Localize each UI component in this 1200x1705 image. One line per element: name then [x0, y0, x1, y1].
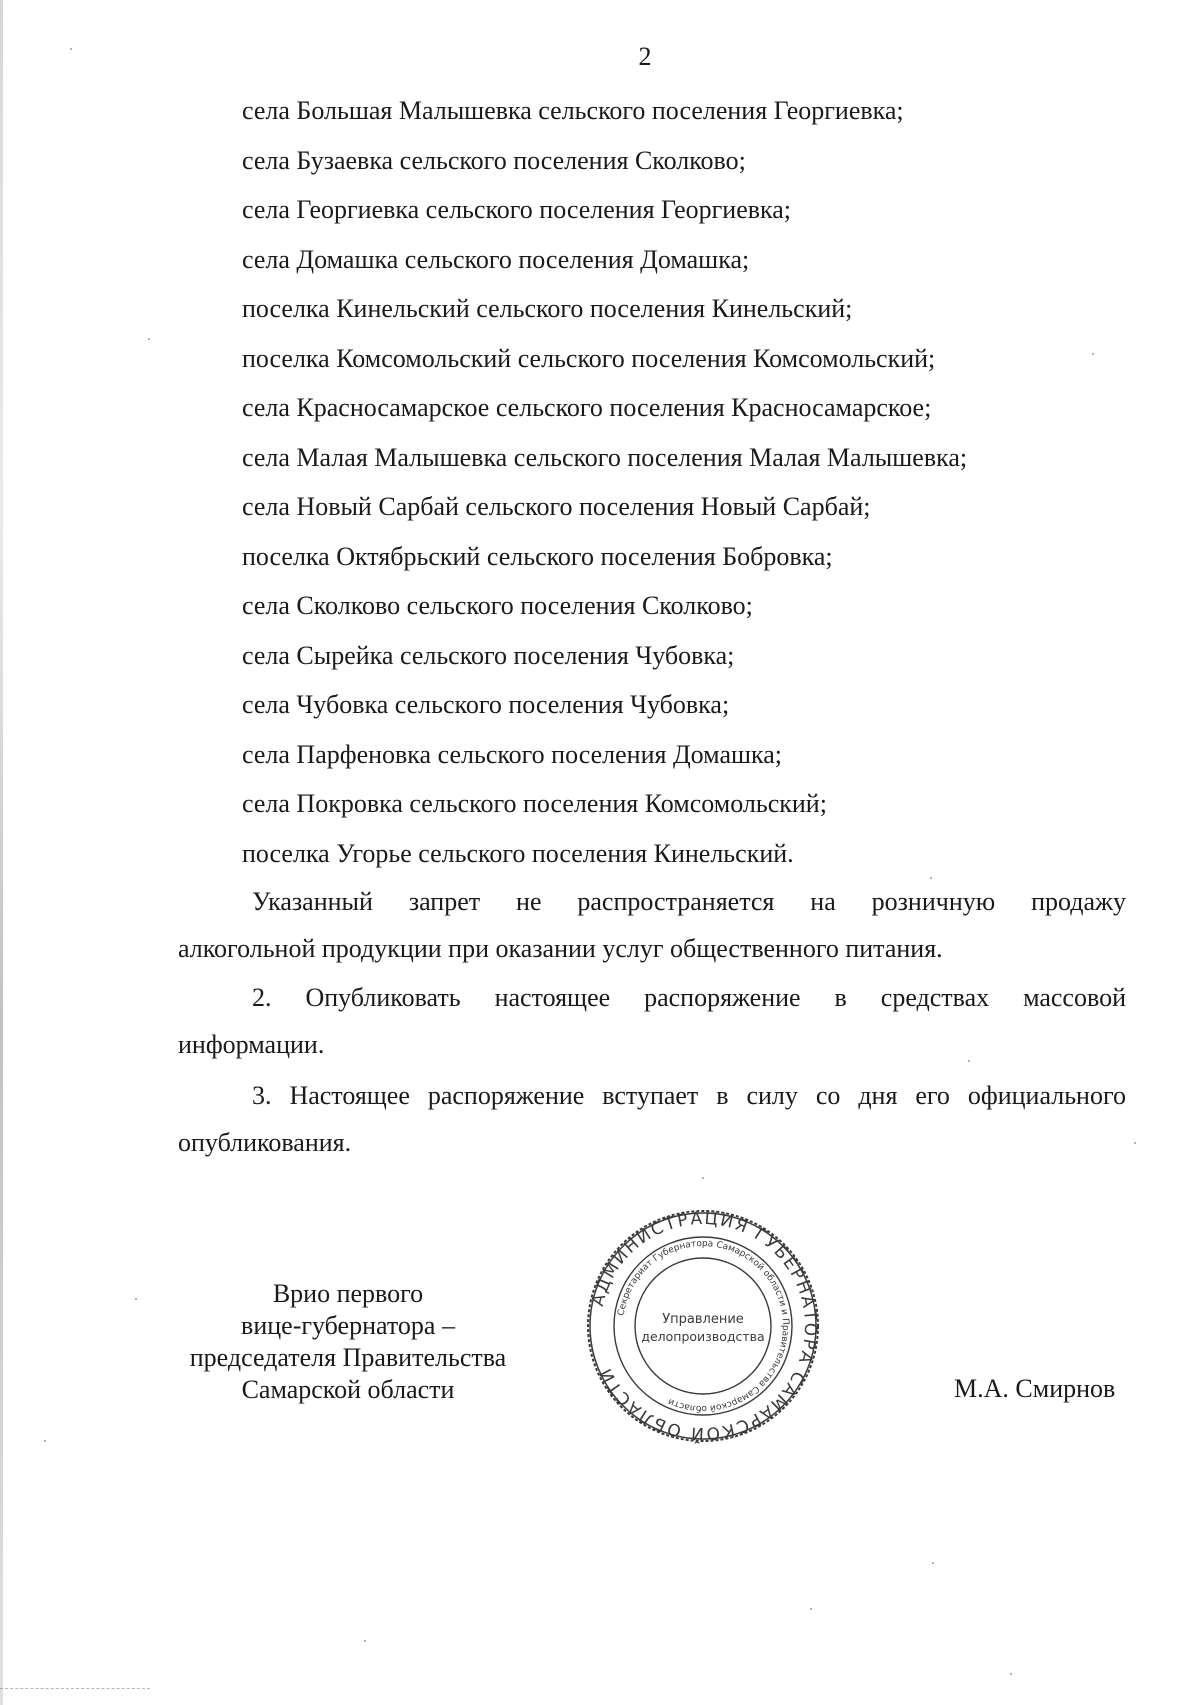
list-item: села Георгиевка сельского поселения Георгиевка; [242, 195, 792, 224]
scan-speck [135, 1298, 137, 1300]
page-number: 2 [638, 42, 652, 71]
list-item: села Сколково сельского поселения Сколково; [242, 591, 753, 620]
paragraph-continuation: опубликования. [178, 1128, 352, 1157]
seal-center-line: Управление [662, 1312, 744, 1327]
list-item: села Новый Сарбай сельского поселения Новый Сарбай; [242, 492, 871, 521]
list-item: села Большая Малышевка сельского поселения Георгиевка; [242, 96, 904, 125]
list-item: поселка Кинельский сельского поселения Кинельский; [242, 294, 853, 323]
effective-date-paragraph [178, 1072, 1126, 1166]
publication-paragraph [178, 974, 1126, 1068]
list-item: села Красносамарское сельского поселения Красносамарское; [242, 393, 932, 422]
list-item: поселка Угорье сельского поселения Кинельский. [242, 838, 794, 868]
paragraph-continuation: информации. [178, 1030, 325, 1059]
scan-left-edge [0, 0, 3, 1705]
list-item: села Сырейка сельского поселения Чубовка; [242, 640, 735, 670]
official-seal [585, 1208, 821, 1444]
signer-title-line: Самарской области [241, 1375, 455, 1404]
scan-speck [1010, 1673, 1012, 1675]
paragraph-first-line: 3. Настоящее распоряжение вступает в силу со дня его официального [252, 1081, 1126, 1110]
signer-title-line: Врио первого [272, 1279, 424, 1308]
signer-name: М.А. Смирнов [954, 1374, 1116, 1403]
list-item: села Парфеновка сельского поселения Домашка; [242, 739, 783, 769]
list-item: поселка Октябрьский сельского поселения Бобровка; [242, 541, 833, 571]
scan-speck [810, 1608, 812, 1610]
list-item: села Домашка сельского поселения Домашка; [242, 244, 750, 274]
paragraph-continuation: алкогольной продукции при оказании услуг общественного питания. [178, 934, 943, 963]
scan-speck [44, 1440, 46, 1442]
seal-center-line: делопроизводства [641, 1329, 765, 1344]
exception-paragraph [178, 878, 1126, 972]
scan-speck [932, 1562, 934, 1564]
signer-title-line: вице-губернатора – [241, 1311, 455, 1340]
scan-bottom-edge [0, 1688, 150, 1691]
scan-speck [702, 1177, 704, 1179]
settlement-list [242, 86, 967, 878]
scan-speck [148, 338, 150, 340]
list-item: поселка Комсомольский сельского поселения Комсомольский; [242, 343, 936, 373]
seal-outer-text: АДМИНИСТРАЦИЯ ГУБЕРНАТОРА САМАРСКОЙ ОБЛАСТИ [588, 1208, 821, 1444]
list-item: села Чубовка сельского поселения Чубовка; [242, 690, 730, 719]
paragraph-first-line: 2. Опубликовать настоящее распоряжение в средствах массовой [252, 983, 1126, 1012]
signer-title [170, 1278, 526, 1406]
list-item: села Малая Малышевка сельского поселения Малая Малышевка; [242, 442, 968, 472]
paragraph-first-line: Указанный запрет не распространяется на розничную продажу [252, 887, 1126, 916]
signer-title-line: председателя Правительства [189, 1343, 507, 1372]
scan-speck [364, 1640, 366, 1642]
scan-speck [1134, 1142, 1136, 1144]
list-item: села Бузаевка сельского поселения Сколково; [242, 145, 746, 175]
list-item: села Покровка сельского поселения Комсомольский; [242, 789, 827, 818]
scan-speck [1092, 353, 1094, 355]
seal-inner-text: Секретариат Губернатора Самарской области и Правительства Самарской области [616, 1238, 791, 1414]
